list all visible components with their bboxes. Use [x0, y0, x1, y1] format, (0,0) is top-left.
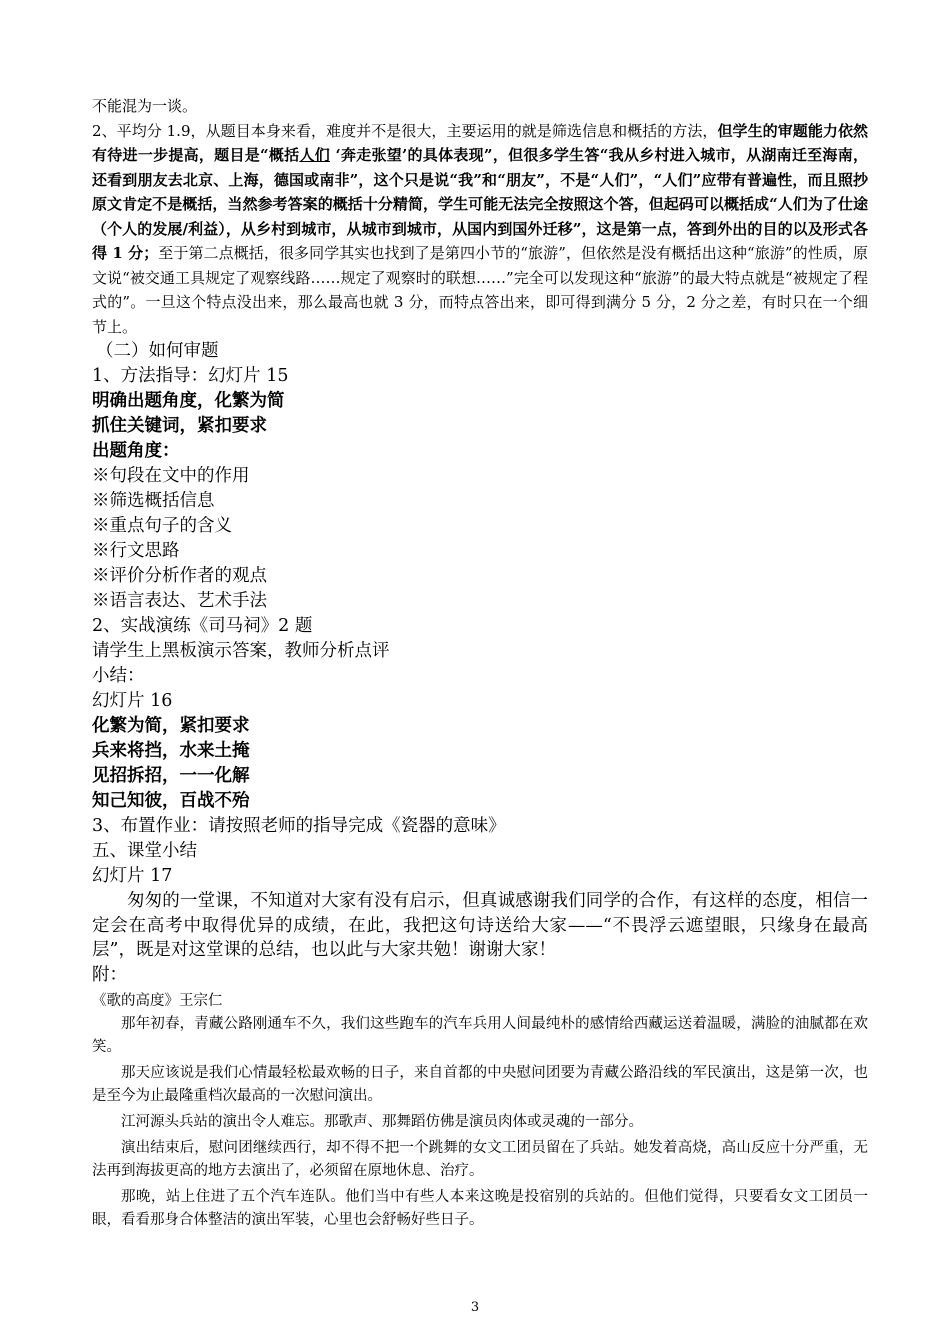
- paragraph-question2-analysis: [92, 119, 868, 340]
- paragraph-continuation: 不能混为一谈。: [92, 97, 198, 115]
- method-guidance: 1、方法指导：幻灯片 15: [92, 366, 289, 386]
- list-item: ※重点句子的含义: [92, 516, 232, 536]
- article-paragraph: 那天应该说是我们心情最轻松最欢畅的日子，来自首都的中央慰问团要为青藏公路沿线的军民演出，这是第一次，也是至今为止最隆重档次最高的一次慰问演出。: [92, 1064, 868, 1104]
- practice-item: 2、实战演练《司马祠》2 题: [92, 616, 313, 636]
- analysis-intro: 2、平均分 1.9，从题目本身来看，难度并不是很大，主要运用的就是筛选信息和概括的方法，: [92, 121, 718, 140]
- bold-point-1: 明确出题角度，化繁为简: [92, 391, 285, 411]
- analysis-underlined-word: 人们: [299, 146, 330, 164]
- bold-point-3: 出题角度：: [92, 441, 180, 461]
- appendix-label: 附：: [92, 964, 127, 985]
- article-title: 《歌的高度》王宗仁: [92, 992, 223, 1009]
- page-content: [92, 94, 868, 1232]
- analysis-bold-part2: ‘奔走张望’的具体表现”，但很多学生答“我从乡村进入城市，从湖南迁至海南，还看到朋友去北京、上海，德国或南非”，这个只是说“我”和“朋友”，不是“人们”，“人们”应带有普遍性，而且照抄原文肯定不是概括，当然参考答案的概括十分精简，学生可能无法完全按照这个答，但起码可以概括成“人们为了仕途（个人的发展/利益），从乡村到城市，从城市到城市，从国内到国外迁移”，这是第一点，答到外出的目的以及形式各得 1 分；: [92, 146, 868, 262]
- question-angle-list: [92, 464, 868, 614]
- homework-item: 3、布置作业：请按照老师的指导完成《瓷器的意味》: [92, 816, 506, 836]
- article-paragraph: 那年初春，青藏公路刚通车不久，我们这些跑车的汽车兵用人间最纯朴的感情给西藏运送着温暖，满脸的油腻都在欢笑。: [92, 1015, 868, 1055]
- list-item: ※句段在文中的作用: [92, 466, 250, 486]
- analysis-bold-part1: 但学生的审题能力依然有待进一步提高，题目是“概括: [92, 121, 868, 164]
- list-item: ※筛选概括信息: [92, 491, 215, 511]
- closing-paragraph: 匆匆的一堂课，不知道对大家有没有启示，但真诚感谢我们同学的合作，有这样的态度，相信一定会在高考中取得优异的成绩，在此，我把这句诗送给大家——“不畏浮云遮望眼，只缘身在最高层”，既是对这堂课的总结，也以此与大家共勉！谢谢大家！: [92, 891, 868, 960]
- list-item: ※语言表达、艺术手法: [92, 591, 267, 611]
- page-number: 3: [470, 1300, 480, 1315]
- motto-item: 化繁为简，紧扣要求: [92, 716, 250, 736]
- bold-point-2: 抓住关键词，紧扣要求: [92, 416, 267, 436]
- motto-item: 知己知彼，百战不殆: [92, 791, 250, 811]
- section-heading-how-to-read: （二）如何审题: [96, 341, 219, 361]
- article-paragraph: 江河源头兵站的演出令人难忘。那歌声、那舞蹈仿佛是演员肉体或灵魂的一部分。: [121, 1113, 643, 1130]
- slide-16-label: 幻灯片 16: [92, 691, 173, 711]
- article-body: [92, 1013, 868, 1232]
- section-heading-summary: 五、课堂小结: [92, 841, 197, 861]
- article-paragraph: 演出结束后，慰问团继续西行，却不得不把一个跳舞的女文工团员留在了兵站。她发着高烧，高山反应十分严重，无法再到海拔更高的地方去演出了，必须留在原地休息、治疗。: [92, 1139, 868, 1179]
- motto-item: 见招拆招，一一化解: [92, 766, 250, 786]
- motto-item: 兵来将挡，水来土掩: [92, 741, 250, 761]
- slide-17-label: 幻灯片 17: [92, 866, 173, 886]
- analysis-second-point: 至于第二点概括，很多同学其实也找到了是第四小节的“旅游”，但依然是没有概括出这种“旅游”的性质，原文说“被交通工具规定了观察线路……规定了观察时的联想……”完全可以发现这种“旅游”的最大特点就是“被规定了程式的”。一旦这个特点没出来，那么最高也就 3 分，而特点答出来，即可得到满分 5 分，2 分之差，有时只在一个细节上。: [92, 244, 868, 336]
- list-item: ※评价分析作者的观点: [92, 566, 267, 586]
- motto-list: [92, 714, 868, 814]
- list-item: ※行文思路: [92, 541, 180, 561]
- article-paragraph: 那晚，站上住进了五个汽车连队。他们当中有些人本来这晚是投宿别的兵站的。但他们觉得，只要看女文工团员一眼，看看那身合体整洁的演出军装，心里也会舒畅好些日子。: [92, 1188, 868, 1228]
- practice-note: 请学生上黑板演示答案，教师分析点评: [92, 641, 390, 661]
- summary-label: 小结：: [92, 666, 145, 686]
